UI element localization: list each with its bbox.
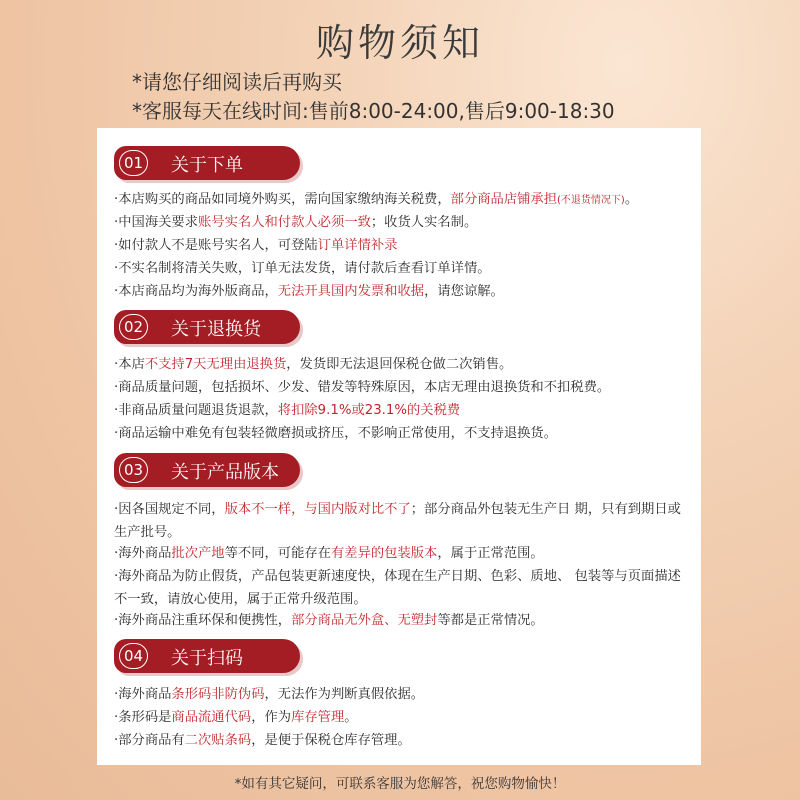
section-header-scanning xyxy=(114,639,300,673)
list-item: ·海外商品批次产地等不同，可能存在有差异的包装版本，属于正常范围。 xyxy=(114,546,544,561)
list-item: ·海外商品为防止假货，产品包装更新速度快，体现在生产日期、色彩、质地、 包装等与页面描述不一致，请放心使用，属于正常升级范围。 xyxy=(114,569,681,607)
section-title-scanning: 关于扫码 xyxy=(171,648,243,669)
list-item: ·如付款人不是账号实名人，可登陆订单详情补录 xyxy=(114,238,398,253)
list-item: ·不实名制将清关失败，订单无法发货，请付款后查看订单详情。 xyxy=(114,261,491,276)
section-number-badge: 03 xyxy=(119,457,148,483)
footer-note: *如有其它疑问，可联系客服为您解答，祝您购物愉快！ xyxy=(234,776,566,792)
page-title: 购物须知 xyxy=(315,21,484,65)
list-item: ·因各国规定不同，版本不一样，与国内版对比不了；部分商品外包装无生产日 期，只有到期日或生产批号。 xyxy=(114,502,681,540)
list-item: ·非商品质量问题退货退款，将扣除9.1%或23.1%的关税费 xyxy=(114,403,461,418)
section-number-badge: 02 xyxy=(119,314,148,340)
list-item: ·本店购买的商品如同境外购买，需向国家缴纳海关税费，部分商品店铺承担(不退货情况下)。 xyxy=(114,192,639,207)
section-title-returns: 关于退换货 xyxy=(171,319,261,340)
notice-service-hours: *客服每天在线时间:售前8:00-24:00,售后9:00-18:30 xyxy=(132,99,615,123)
list-item: ·本店不支持7天无理由退换货，发货即无法退回保税仓做二次销售。 xyxy=(114,357,513,372)
section-header-ordering xyxy=(114,146,300,180)
section-title-ordering: 关于下单 xyxy=(171,155,243,176)
list-item: ·海外商品条形码非防伪码，无法作为判断真假依据。 xyxy=(114,687,425,702)
notice-card xyxy=(97,128,701,765)
section-title-product-version: 关于产品版本 xyxy=(171,462,279,483)
list-item: ·商品质量问题，包括损坏、少发、错发等特殊原因，本店无理由退换货和不扣税费。 xyxy=(114,380,611,395)
notice-read-carefully: *请您仔细阅读后再购买 xyxy=(132,70,342,94)
section-number-badge: 04 xyxy=(119,643,148,669)
list-item: ·商品运输中难免有包装轻微磨损或挤压，不影响正常使用，不支持退换货。 xyxy=(114,426,558,441)
header xyxy=(0,0,800,125)
section-header-returns xyxy=(114,310,300,344)
list-item: ·本店商品均为海外版商品，无法开具国内发票和收据，请您谅解。 xyxy=(114,284,504,299)
list-item: ·中国海关要求账号实名人和付款人必须一致；收货人实名制。 xyxy=(114,215,478,230)
section-number-badge: 01 xyxy=(119,150,148,176)
list-item: ·部分商品有二次贴条码，是便于保税仓库存管理。 xyxy=(114,733,411,748)
section-header-product-version xyxy=(114,453,300,487)
list-item: ·海外商品注重环保和便携性，部分商品无外盒、无塑封等都是正常情况。 xyxy=(114,613,544,628)
list-item: ·条形码是商品流通代码，作为库存管理。 xyxy=(114,710,358,725)
